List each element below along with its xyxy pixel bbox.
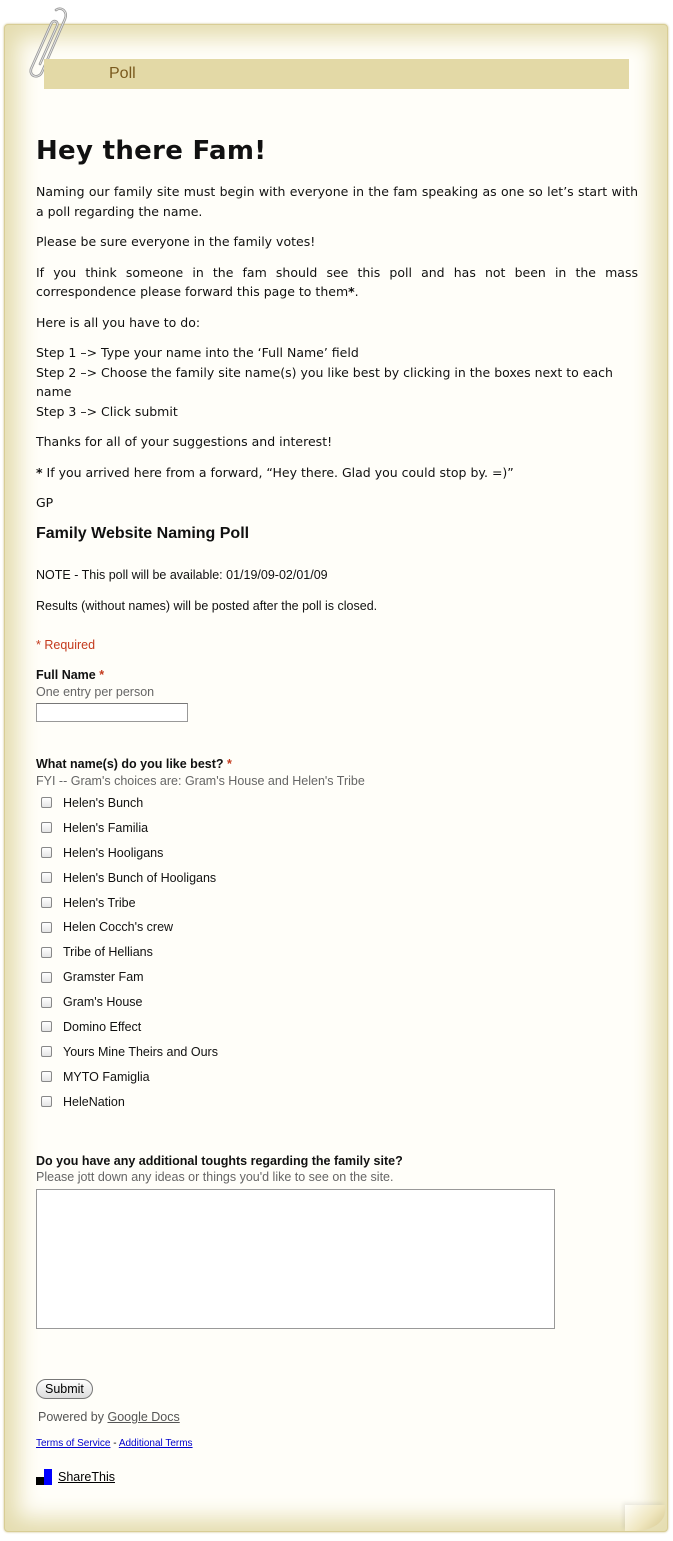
option-gramster-fam[interactable] (36, 965, 638, 990)
names-question-label-text: What name(s) do you like best? (36, 756, 224, 771)
option-label: Gramster Fam (63, 970, 144, 985)
required-note: * Required (36, 637, 96, 652)
full-name-label (36, 667, 638, 683)
option-yours-mine-theirs-and-ours[interactable] (36, 1039, 638, 1064)
terms-links (36, 1438, 638, 1449)
terms-of-service-link[interactable]: Terms of Service (36, 1438, 111, 1450)
names-question (36, 756, 638, 1115)
full-name-help: One entry per person (36, 684, 155, 699)
full-name-label-text: Full Name (36, 667, 96, 682)
results-note: Results (without names) will be posted after the poll is closed. (36, 598, 378, 613)
intro-paragraph-text: If you think someone in the fam should see this poll and has not been in the mass correspondence please forward this page to them (36, 264, 638, 299)
option-label: HeleNation (63, 1094, 125, 1109)
intro-text (36, 182, 638, 513)
submit-row (36, 1378, 638, 1399)
intro-paragraph (36, 263, 638, 302)
poll-note: NOTE - This poll will be available: 01/19/09-02/01/09 (36, 567, 328, 582)
checkbox[interactable] (41, 872, 52, 883)
intro-paragraph: Thanks for all of your suggestions and interest! (36, 434, 333, 449)
option-label: Helen's Tribe (63, 895, 136, 910)
checkbox[interactable] (41, 847, 52, 858)
checkbox[interactable] (41, 997, 52, 1008)
intro-paragraph: Please be sure everyone in the family votes! (36, 234, 316, 249)
required-star: * (99, 667, 105, 682)
full-name-input[interactable] (36, 703, 188, 722)
option-helens-bunch[interactable] (36, 791, 638, 816)
checkbox[interactable] (41, 1021, 52, 1032)
form-title: Family Website Naming Poll (36, 524, 250, 542)
option-grams-house[interactable] (36, 990, 638, 1015)
checkbox[interactable] (41, 1046, 52, 1057)
option-label: Helen's Familia (63, 820, 149, 835)
option-helenation[interactable] (36, 1089, 638, 1114)
step-item: Step 1 –> Type your name into the ‘Full Name’ field (36, 345, 359, 360)
sharethis-icon (36, 1469, 52, 1485)
option-myto-famiglia[interactable] (36, 1064, 638, 1089)
required-star: * (227, 756, 232, 771)
submit-button[interactable]: Submit (36, 1379, 93, 1399)
thoughts-label: Do you have any additional toughts regarding the family site? (36, 1154, 403, 1169)
footnote-text: If you arrived here from a forward, “Hey there. Glad you could stop by. =)” (42, 464, 514, 480)
option-label: Tribe of Hellians (63, 945, 153, 960)
share-this (36, 1469, 638, 1485)
checkbox[interactable] (41, 1071, 52, 1082)
names-question-help: FYI -- Gram's choices are: Gram's House and Helen's Tribe (36, 773, 365, 788)
names-question-label (36, 756, 638, 772)
checkbox[interactable] (41, 947, 52, 958)
header-title: Poll (109, 65, 136, 82)
option-helens-bunch-of-hooligans[interactable] (36, 865, 638, 890)
additional-terms-link[interactable]: Additional Terms (118, 1438, 193, 1450)
checkbox[interactable] (41, 1096, 52, 1107)
signature: GP (36, 495, 54, 510)
asterisk-mark: * (36, 464, 43, 480)
footnote (36, 463, 638, 483)
thoughts-textarea[interactable] (36, 1189, 555, 1329)
terms-separator: - (110, 1438, 119, 1450)
option-label: Helen's Hooligans (63, 845, 164, 860)
asterisk-mark: * (348, 284, 355, 299)
checkbox[interactable] (41, 922, 52, 933)
option-label: MYTO Famiglia (63, 1069, 150, 1084)
checkbox[interactable] (41, 972, 52, 983)
checkbox[interactable] (41, 897, 52, 908)
option-helens-hooligans[interactable] (36, 840, 638, 865)
option-label: Gram's House (63, 995, 143, 1010)
option-label: Helen Cocch's crew (63, 920, 174, 935)
option-label: Yours Mine Theirs and Ours (63, 1044, 218, 1059)
thoughts-question (36, 1153, 638, 1329)
checkbox[interactable] (41, 822, 52, 833)
form-description (36, 567, 638, 614)
option-label: Helen's Bunch (63, 795, 144, 810)
powered-by (38, 1410, 638, 1424)
intro-paragraph: Naming our family site must begin with everyone in the fam speaking as one so let’s start with a poll regarding the name. (36, 184, 638, 219)
google-docs-link[interactable]: Google Docs (107, 1410, 180, 1425)
sharethis-link[interactable]: ShareThis (58, 1470, 115, 1485)
option-helens-tribe[interactable] (36, 890, 638, 915)
period: . (354, 284, 359, 299)
main-content (36, 134, 638, 1485)
step-item: Step 3 –> Click submit (36, 403, 178, 419)
powered-by-text: Powered by (38, 1410, 108, 1425)
option-label: Domino Effect (63, 1019, 142, 1034)
option-helens-familia[interactable] (36, 815, 638, 840)
full-name-question (36, 667, 638, 722)
option-helen-cocchs-crew[interactable] (36, 915, 638, 940)
thoughts-help: Please jott down any ideas or things you'd like to see on the site. (36, 1170, 394, 1185)
intro-paragraph: Here is all you have to do: (36, 314, 201, 330)
step-item: Step 2 –> Choose the family site name(s) you like best by clicking in the boxes next to each name (36, 364, 613, 399)
page-heading: Hey there Fam! (36, 136, 267, 166)
option-label: Helen's Bunch of Hooligans (63, 870, 217, 885)
checkbox[interactable] (41, 797, 52, 808)
steps-list (36, 343, 638, 421)
names-options-list (36, 791, 638, 1115)
option-tribe-of-hellians[interactable] (36, 940, 638, 965)
header-bar (44, 59, 629, 89)
option-domino-effect[interactable] (36, 1015, 638, 1040)
